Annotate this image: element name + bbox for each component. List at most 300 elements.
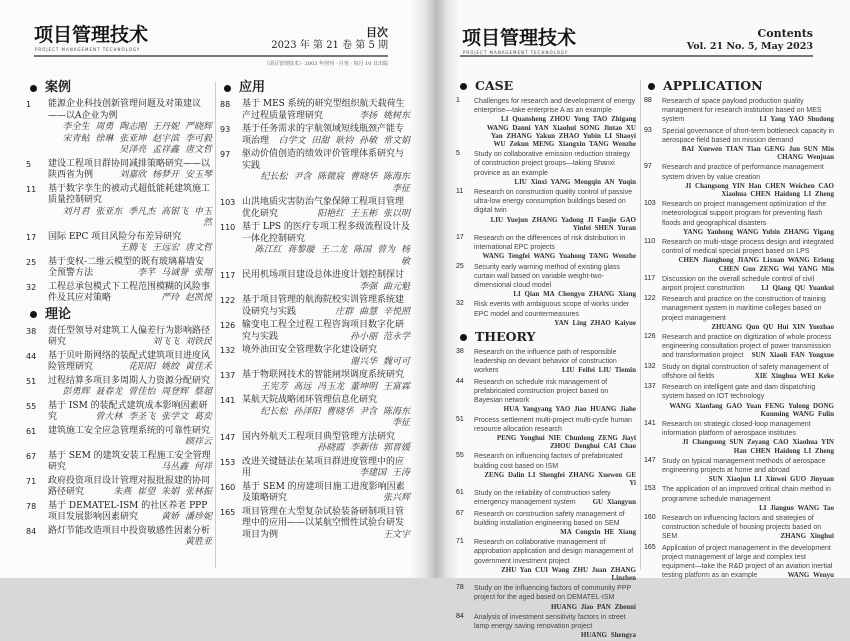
article-title: 国际 EPC 项目风险分布差异研究	[48, 231, 182, 242]
entry-body	[474, 584, 636, 611]
article-title: 改进关键链法在某项目群进度管理中的应用	[242, 456, 405, 478]
page-number: 147	[220, 432, 236, 442]
toc-entry[interactable]	[220, 345, 410, 368]
toc-entry[interactable]	[220, 320, 410, 343]
toc-entry[interactable]	[26, 99, 212, 157]
entry-body	[242, 124, 410, 147]
article-authors: 刘飞飞 刘铁民	[152, 337, 212, 347]
toc-entry[interactable]	[644, 514, 834, 542]
article-authors: PENG Yonghui NIE Chunlong ZENG Jiayi ZHOU Denghui CAI Chao	[496, 433, 636, 451]
right-column-1	[456, 76, 636, 641]
entry-body	[662, 163, 834, 198]
page-number: 5	[26, 159, 32, 169]
toc-entry[interactable]	[26, 351, 212, 374]
toc-entry[interactable]	[456, 510, 636, 537]
page-number: 165	[644, 543, 656, 551]
toc-entry[interactable]	[456, 234, 636, 261]
entry-body	[662, 457, 834, 484]
article-authors: 孙晓霞 李新伟 郭晋媛	[317, 443, 410, 453]
page-number: 55	[456, 452, 464, 460]
page-number: 51	[456, 415, 464, 423]
page-number: 71	[26, 476, 37, 486]
page-number: 11	[456, 188, 464, 196]
article-title: 基于数字孪生的被动式超低能耗建筑施工质量控制研究	[48, 183, 211, 205]
toc-entry[interactable]	[220, 99, 410, 122]
section-title: CASE	[475, 78, 514, 93]
entry-body	[242, 295, 410, 318]
toc-entry[interactable]	[456, 263, 636, 299]
toc-entry[interactable]	[456, 416, 636, 451]
page-number: 17	[456, 234, 464, 242]
page-number: 1	[456, 97, 460, 104]
page-number: 122	[220, 296, 236, 305]
entry-body	[474, 348, 636, 376]
page-number: 71	[456, 538, 464, 546]
article-title: Study on collaborative emission reduction strategy of construction project groups—taking Shanxi province as an example	[474, 151, 631, 177]
article-title: Research on schedule risk management of prefabricated construction project based on Bayesian network	[474, 378, 609, 405]
toc-entry[interactable]	[456, 584, 636, 611]
entry-body	[474, 150, 636, 186]
article-title: Research and practice on the construction of training management system in maritime colleges based on project management	[662, 296, 826, 322]
section-title: 应用	[239, 80, 266, 95]
entry-body	[474, 416, 636, 451]
entry-body	[242, 370, 410, 393]
entry-body	[474, 97, 636, 148]
entry-body	[474, 300, 636, 327]
article-authors: 王腾飞 王远宏 唐文哲	[119, 243, 212, 253]
page-number: 17	[26, 232, 37, 242]
chinese-contents-page	[0, 0, 436, 578]
article-authors: LIU Xinxi YANG Mengqin AN Yuqin	[514, 177, 636, 186]
toc-entry[interactable]	[644, 163, 834, 198]
page-number: 103	[644, 200, 656, 208]
article-title: Application of project management in the development project management of large and complex test equipment—take the R&D project of an aviation inertial testing platform as an example	[662, 544, 833, 580]
article-authors: 花阳阳 姚皎 黄佳禾	[128, 362, 212, 372]
article-authors: 马丛鑫 何祥	[161, 462, 212, 472]
article-authors: 顾祥云	[184, 437, 212, 447]
article-title: Study on the reliability of construction safety emergency management system	[474, 490, 611, 507]
entry-body	[474, 378, 636, 414]
toc-entry[interactable]	[644, 420, 834, 455]
article-title: Risk events with ambiguous scope of works under EPC model and countermeasures	[474, 301, 630, 318]
toc-entry[interactable]	[220, 457, 410, 480]
toc-entry[interactable]	[456, 489, 636, 507]
article-authors: WANG Wenyu	[787, 571, 834, 580]
article-authors: WANG Xianfang GAO Yuan FENG Yulong DONG Kunming WANG Fulin	[669, 401, 834, 418]
toc-entry[interactable]	[26, 501, 212, 524]
article-title: Research on construction quality control of passive ultra-low energy consumption buildings based on digital twin	[474, 189, 632, 215]
toc-entry[interactable]	[26, 184, 212, 230]
entry-body	[662, 200, 834, 236]
page-number: 51	[26, 376, 37, 386]
toc-entry[interactable]	[26, 376, 212, 399]
article-authors: YAN Ling ZHAO Kaiyue	[554, 318, 636, 327]
article-authors: 朱燕 崔望 朱娟 张林振	[113, 487, 212, 497]
entry-body	[662, 295, 834, 331]
header-block	[271, 26, 388, 52]
article-authors: LI Qian MA Chengyu ZHANG Xiang	[513, 290, 636, 299]
toc-entry[interactable]	[644, 295, 834, 331]
page-number: 67	[26, 451, 37, 461]
journal-logo: 项目管理技术	[34, 24, 149, 46]
toc-entry[interactable]	[220, 370, 410, 393]
article-title: 基于项目管理的航海院校实训管理系统建设研究与实践	[242, 295, 405, 317]
entry-body	[242, 270, 410, 293]
article-title: Research of space payload production quality management for research institution based on MES system	[662, 98, 822, 124]
toc-entry[interactable]	[220, 507, 410, 542]
article-authors: HUANG Shengya	[580, 631, 636, 640]
entry-body	[474, 538, 636, 582]
toc-entry[interactable]	[220, 149, 410, 195]
toc-entry[interactable]	[26, 476, 212, 499]
article-authors: XIE Xinghua WEI Keke	[754, 371, 834, 380]
toc-entry[interactable]	[220, 124, 410, 147]
article-title: Research on the differences of risk distribution in international EPC projects	[474, 235, 626, 252]
contents-heading: Contents	[757, 27, 813, 40]
section-header	[456, 329, 636, 345]
entry-body	[48, 526, 212, 549]
page-number: 117	[220, 271, 236, 280]
column-divider	[640, 80, 641, 570]
page-number: 141	[220, 396, 236, 405]
page-number: 103	[220, 198, 236, 207]
entry-body	[242, 507, 410, 542]
toc-entry[interactable]	[644, 383, 834, 418]
page-number: 160	[644, 513, 656, 521]
toc-entry[interactable]	[220, 432, 410, 455]
page-number: 44	[26, 351, 37, 361]
article-authors: 李强 曲元魁	[359, 281, 410, 292]
bullet-icon	[648, 83, 655, 90]
article-title: Research on construction safety management of building installation engineering based on SEM	[474, 510, 625, 527]
article-title: 输变电工程全过程工程咨询项目数字化研究与实践	[242, 320, 405, 342]
entry-body	[662, 97, 834, 125]
article-title: 建设工程项目群协同减排策略研究——以陕西省为例	[48, 158, 211, 180]
entry-body	[48, 232, 212, 255]
article-authors: MA Congxin HE Xiang	[560, 527, 636, 536]
article-title: Discussion on the overall schedule control of civil airport project construction	[662, 275, 815, 293]
toc-entry[interactable]	[644, 238, 834, 273]
section-header	[644, 78, 834, 94]
entry-body	[474, 234, 636, 261]
article-authors: ZHU Yan CUI Wang ZHU Juan ZHANG Linzhen	[501, 565, 636, 582]
article-title: 山洪地质灾害防治气象保障工程项目管理优化研究	[242, 197, 405, 219]
entry-body	[242, 432, 410, 455]
toc-entry[interactable]	[644, 457, 834, 484]
article-authors: 彭勇辉 聂春龙 曾佳怡 周登辉 蔡超	[62, 387, 212, 397]
article-title: 基于任务需求的宇航领域短线瓶颈产能专项治理	[242, 124, 405, 146]
article-title: 政府投资项目设计管理对报批报建的协同路径研究	[48, 475, 211, 497]
toc-entry[interactable]	[456, 188, 636, 232]
header-rule	[34, 55, 388, 57]
journal-logo-subtitle: PROJECT MANAGEMENT TECHNOLOGY	[35, 47, 141, 52]
article-authors: 陈江红 蒋黎璇 王二龙 陈国 曾为 杨敏	[254, 245, 410, 267]
article-authors: 阳艳红 王玉彬 张以明	[317, 208, 410, 219]
toc-entry[interactable]	[220, 482, 410, 505]
article-authors: 李芊 马诚誉 张翔	[137, 268, 212, 278]
article-authors: 庄群 曲慧 辛悦照	[335, 306, 410, 317]
article-title: Research on influencing factors of prefabricated building cost based on ISM	[474, 453, 623, 470]
article-authors: 李建国 王涛	[359, 468, 410, 478]
page-number: 32	[456, 300, 464, 308]
section-header	[456, 78, 636, 94]
article-authors: LIU Yuejun ZHANG Yadong JI Fanjie GAO Yinfei SHEN Yuran	[490, 215, 636, 232]
entry-body	[242, 222, 410, 268]
entry-body	[474, 188, 636, 232]
entry-body	[48, 257, 212, 280]
entry-body	[474, 510, 636, 537]
toc-entry[interactable]	[26, 257, 212, 280]
toc-entry[interactable]	[644, 363, 834, 381]
article-title: 基于 SEM 的建筑安装工程施工安全管理研究	[48, 450, 211, 472]
issue-info: Vol. 21 No. 5, May 2023	[686, 41, 813, 52]
entry-body	[242, 345, 410, 368]
toc-entry[interactable]	[644, 97, 834, 125]
entry-body	[242, 197, 410, 220]
toc-entry[interactable]	[644, 544, 834, 581]
article-title: 基于 MES 系统的研究型组织航天载荷生产过程质量管理研究	[242, 99, 405, 121]
article-title: Study on typical management methods of aerospace engineering projects at home and abroad	[662, 457, 826, 474]
article-title: Research on intelligent gate and dam dispatching system based on IOT technology	[662, 384, 816, 401]
section-header	[26, 80, 212, 96]
entry-body	[242, 395, 410, 430]
article-title: Research on strategic closed-loop management information platform of aerospace institutes	[662, 420, 811, 438]
entry-body	[48, 501, 212, 524]
toc-entry[interactable]	[26, 326, 212, 349]
entry-body	[48, 401, 212, 424]
entry-body	[662, 127, 834, 162]
page-number: 147	[644, 456, 656, 464]
article-title: Analysis of investment sensitivity factors in street lamp energy saving renovation project	[474, 613, 626, 630]
header-block	[687, 27, 813, 53]
article-authors: LI Yang YAO Shudong	[759, 115, 834, 124]
article-authors: 黄胜亚	[184, 537, 212, 547]
article-title: 责任型领导对建筑工人偏差行为影响路径研究	[48, 325, 211, 347]
entry-body	[662, 238, 834, 273]
masthead-note: （项目管理技术）· 2003 年创刊 · 月刊 · 每月 10 日出版	[263, 61, 388, 67]
toc-entry[interactable]	[644, 333, 834, 361]
article-authors: 纪长松 尹含 陈微宸 曹晓华 陈海东 李征	[260, 172, 410, 194]
entry-body	[48, 159, 212, 182]
toc-entry[interactable]	[456, 613, 636, 640]
toc-entry[interactable]	[26, 451, 212, 474]
entry-body	[662, 514, 834, 542]
page-number: 137	[220, 371, 236, 380]
page-number: 93	[220, 125, 231, 134]
article-authors: 刘嘉欣 杨梦开 安玉琴	[119, 170, 212, 180]
article-authors: 曾大林 李圣飞 张学文 葛奕	[95, 412, 212, 422]
article-title: 国内外航天工程项目典型管理方法研究	[242, 431, 396, 442]
page-number: 5	[456, 150, 460, 158]
article-title: 民用机场项目建设总体进度计划控制探讨	[242, 270, 405, 280]
entry-body	[48, 376, 212, 399]
article-title: 基于物联网技术的智能闸坝调度系统研究	[242, 370, 405, 380]
toc-entry[interactable]	[26, 526, 212, 549]
article-title: Research and practice of performance management system driven by value creation	[662, 164, 824, 181]
article-authors: 李扬 姚树东	[359, 110, 410, 121]
article-authors: 孙小丽 范永学	[350, 331, 410, 342]
contents-heading: 目次	[366, 26, 388, 39]
toc-entry[interactable]	[26, 159, 212, 182]
page-number: 126	[220, 321, 236, 330]
bullet-icon	[30, 85, 37, 92]
toc-entry[interactable]	[220, 197, 410, 220]
article-authors: LIU Feifei LIU Tiemin	[562, 366, 636, 375]
toc-entry[interactable]	[220, 222, 410, 268]
toc-entry[interactable]	[456, 538, 636, 582]
toc-entry[interactable]	[26, 401, 212, 424]
toc-entry[interactable]	[456, 348, 636, 376]
section-title: APPLICATION	[663, 78, 763, 93]
bullet-icon	[460, 334, 467, 341]
page-number: 122	[644, 295, 656, 303]
entry-body	[662, 363, 834, 381]
article-title: Research and practice on digitization of whole process engineering consultation project of power transmission and transformation project	[662, 334, 832, 360]
article-authors: GU Xiangyun	[592, 498, 636, 507]
entry-body	[242, 149, 410, 195]
page-number: 153	[220, 457, 236, 467]
page-number: 117	[644, 274, 656, 282]
article-authors: LI Quansheng ZHOU Yong TAO Zhigang WANG Danni YAN Xiaohui SONG Jintao XU Yan ZHANG Yakun ZHAO Yubin LI Shaoyi WU Zekun MENG Xiangxin TANG Wenzhe	[486, 115, 636, 149]
toc-entry[interactable]	[644, 127, 834, 162]
article-authors: 李全生 周勇 陶志刚 王丹妮 严晓辉 宋青鲇 徐琳 张亚坤 赵宇滨 李可毅 吴泽亮 孟祥鑫 唐文哲	[62, 122, 212, 155]
section-title: 理论	[45, 306, 72, 322]
entry-body	[474, 263, 636, 299]
header-rule	[460, 55, 813, 57]
article-title: 基于 ISM 的装配式建筑成本影响因素研究	[48, 400, 208, 422]
toc-entry[interactable]	[220, 270, 410, 293]
toc-entry[interactable]	[456, 150, 636, 186]
article-title: Research on the influence path of responsible leadership on deviant behavior of construction workers	[474, 349, 617, 375]
article-authors: 王宪芳 高远 冯玉龙 董坤明 王富霖	[260, 381, 410, 392]
entry-body	[48, 326, 212, 349]
article-authors: HUANG Jiao PAN Zhenni	[550, 602, 636, 611]
article-title: Process settlement multi-project multi-cycle human resource allocation research	[474, 416, 632, 433]
page-number: 38	[456, 348, 464, 356]
toc-entry[interactable]	[644, 485, 834, 512]
page-number: 110	[644, 238, 656, 246]
toc-entry[interactable]	[456, 300, 636, 327]
page-number: 132	[644, 362, 656, 370]
section-title: THEORY	[475, 329, 536, 345]
article-authors: YANG Yanhong WANG Yubin ZHANG Yigang	[683, 227, 834, 236]
page-number: 132	[220, 346, 236, 355]
article-authors: JI Changsong SUN Zeyang CAO Xiaohua YIN Han CHEN Haidong LI Zheng	[682, 438, 834, 455]
page-number: 25	[456, 262, 464, 270]
entry-body	[242, 320, 410, 343]
entry-body	[662, 383, 834, 418]
toc-entry[interactable]	[26, 282, 212, 305]
article-title: Research on multi-stage process design and integrated control of medical special project based on LPS	[662, 239, 834, 256]
page-number: 32	[26, 282, 37, 292]
journal-logo-subtitle: PROJECT MANAGEMENT TECHNOLOGY	[463, 50, 569, 55]
page-number: 11	[26, 184, 37, 194]
article-title: 驱动价值创造的绩效评价管理体系研究与实践	[242, 149, 405, 171]
article-title: Challenges for research and development of energy enterprise—take enterprise A as an example	[474, 98, 636, 115]
toc-entry[interactable]	[26, 426, 212, 449]
page-number: 97	[220, 150, 231, 159]
entry-body	[242, 457, 410, 480]
entry-body	[474, 613, 636, 640]
entry-body	[48, 184, 212, 230]
page-number: 67	[456, 509, 464, 517]
english-contents-page	[436, 0, 850, 640]
article-title: 路灯节能改造项目中投资敏感性因素分析	[48, 525, 211, 536]
article-authors: 黄娇 潘珍妮	[161, 512, 212, 522]
toc-entry[interactable]	[220, 295, 410, 318]
section-header	[26, 307, 212, 323]
entry-body	[474, 489, 636, 507]
article-authors: LI Jianguo WANG Tao	[759, 503, 834, 512]
article-title: 能源企业科技创新管理问题及对策建议——以A企业为例	[48, 99, 202, 121]
article-title: 境外油田安全管理数字化建设研究	[242, 345, 378, 355]
article-title: 某航天院战略闭环管理信息化研究	[242, 395, 378, 405]
page-number: 78	[456, 584, 464, 592]
entry-body	[48, 351, 212, 374]
article-title: 基于 LPS 的医疗专项工程多级流程设计及一体化控制研究	[242, 222, 410, 244]
article-authors: 纪长松 孙泽阳 曹晓华 尹含 陈海东 李征	[260, 406, 410, 428]
toc-entry[interactable]	[456, 452, 636, 487]
page-number: 38	[26, 326, 37, 336]
left-column-2	[220, 78, 410, 543]
entry-body	[48, 476, 212, 499]
article-title: Research on collaborative management of approbation application and design management of government investment project	[474, 539, 634, 565]
page-number: 97	[644, 163, 652, 171]
page-number: 110	[220, 223, 236, 232]
article-authors: CHEN Jianghong JIANG Lixuan WANG Erlong CHEN Guo ZENG Wei YANG Min	[678, 256, 834, 273]
page-number: 153	[644, 485, 656, 493]
entry-body	[242, 99, 410, 122]
article-authors: 白学文 田甜 耿钧 孙敏 常文娟	[278, 135, 410, 146]
toc-entry[interactable]	[456, 378, 636, 414]
page-number: 126	[644, 333, 656, 341]
article-title: Security early warning method of existing glass curtain wall based on variable weight-two-dimensional cloud model	[474, 263, 620, 290]
toc-entry[interactable]	[26, 232, 212, 255]
page-number: 44	[456, 377, 464, 385]
article-authors: 谢兴华 魏可可	[350, 356, 410, 367]
article-title: Research on influencing factors and strategies of construction schedule of housing projects based on SEM	[662, 514, 822, 541]
article-authors: SUN Xiaoli FAN Yongxue	[751, 351, 834, 360]
entry-body	[662, 420, 834, 455]
toc-entry[interactable]	[644, 200, 834, 236]
page-number: 88	[644, 97, 652, 104]
section-header	[220, 80, 410, 96]
article-title: 项目管理在大型复杂试验装备研制项目管理中的应用——以某航空惯性试验台研发项目为例	[242, 506, 405, 540]
article-authors: ZHANG Xinghui	[780, 532, 834, 541]
article-authors: BAI Xuewen TIAN Tian GENG Jun SUN Min CHANG Wenjuan	[681, 145, 834, 162]
toc-entry[interactable]	[644, 275, 834, 293]
article-title: 基于贝叶斯网络的装配式建筑项目进度风险管理研究	[48, 350, 211, 372]
article-authors: SUN Xiaojun LI Xinwei GUO Jinyuan	[708, 475, 834, 484]
entry-body	[662, 485, 834, 512]
page-number: 25	[26, 257, 37, 267]
article-authors: ZHUANG Qun QU Hui XIN Yuezhao	[711, 322, 834, 331]
article-authors: 张兴辉	[382, 493, 410, 503]
page-number: 61	[26, 426, 37, 436]
page-number: 61	[456, 489, 464, 497]
article-authors: LI Qiang QU Yuankui	[761, 284, 834, 293]
article-authors: WANG Tengfei WANG Yuahong TANG Wenzhe	[482, 252, 636, 261]
page-number: 160	[220, 482, 236, 492]
section-title: 案例	[45, 80, 72, 95]
toc-entry[interactable]	[220, 395, 410, 430]
article-title: 基于 SEM 的房建项目施工进度影响因素及策略研究	[242, 481, 405, 503]
entry-body	[662, 333, 834, 361]
article-title: 建筑施工安全应急管理系统的可靠性研究	[48, 425, 211, 436]
article-title: Special governance of short-term bottleneck capacity in aerospace field based on mission demand	[662, 127, 834, 144]
article-title: 基于 DEMATEL-ISM 的社区养老 PPP 项目发展影响因素研究	[48, 500, 208, 522]
toc-entry[interactable]	[456, 97, 636, 148]
